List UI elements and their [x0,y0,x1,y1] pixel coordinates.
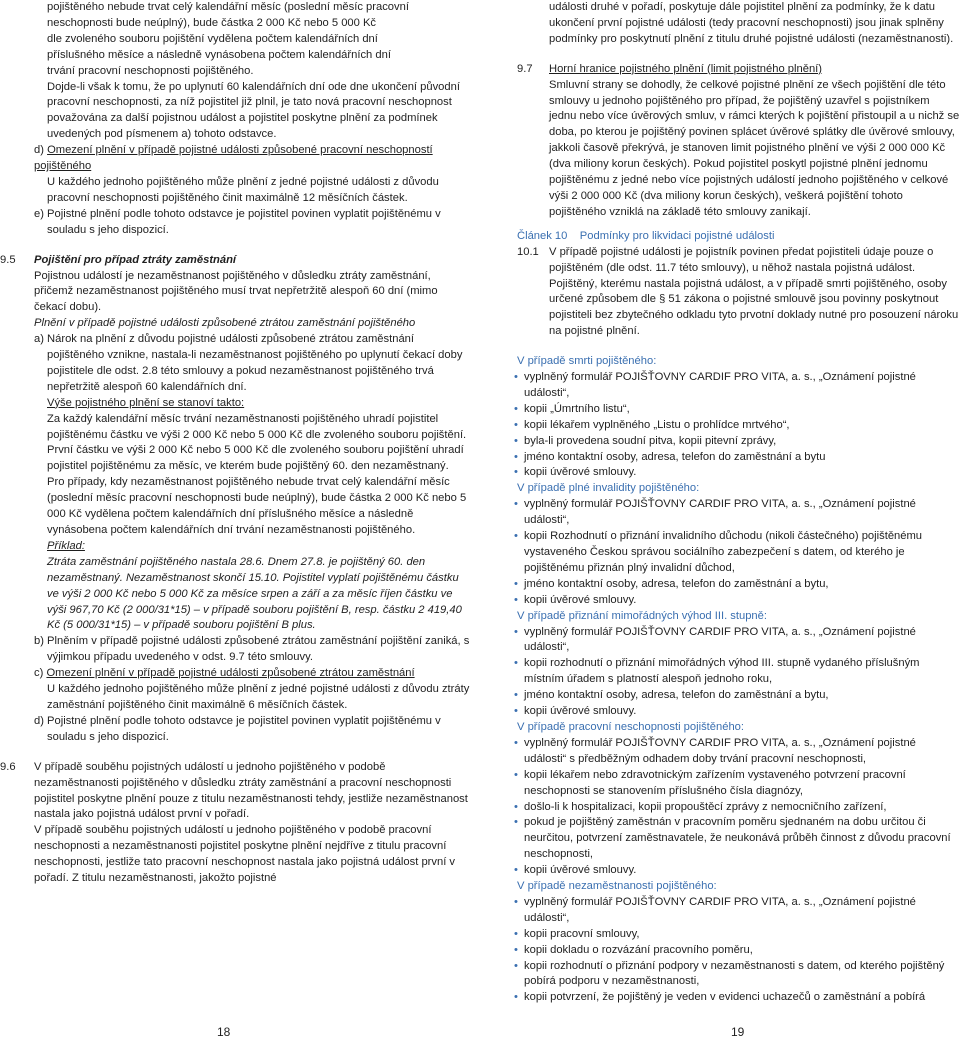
section-10-1 [500,245,960,340]
paragraph: Pro případy, kdy nezaměstnanost pojištěného nebude trvat celý kalendářní měsíc (poslední měsíc pracovní neschopnosti bude neúplný), bude částka 2 000 Kč nebo 5 000 Kč vydělena počtem kalendářních dní příslušného měsíce a následně vynásobena počtem kalendářních dní trvání nezaměstnanosti pojištěného. [47,476,467,536]
list-item: • kopii potvrzení, že pojištěný je veden v evidenci uchazečů o zaměstnání a pobírá [500,990,960,1006]
list-item: • kopii úvěrové smlouvy. [500,863,960,879]
list-item: • kopii úvěrové smlouvy. [500,704,960,720]
clause-label: d) [34,144,48,157]
section-text: V případě pojistné události je pojistník povinen předat pojistiteli údaje pouze o pojištěném (dle odst. 11.7 této smlouvy), u něhož nastala pojistná událost. Pojištěný, kterému nastala pojistná událost, a v případě smrti pojištěného, osoby určené způsobem dle § 51 zákona o pojistné smlouvě jsou povinny poskytnout pojistiteli bez zbytečného odkladu tyto prvotní doklady nutné pro posouzení nároku na pojistné plnění. [549,245,959,338]
clause-d2: d) Pojistné plnění podle tohoto odstavce je pojistitel povinen vyplatit pojištěnému v souladu s jeho dispozicí. [34,714,441,743]
subheading-vyse-plneni: Výše pojistného plnění se stanoví takto: [47,396,245,409]
intro-line: příslušného měsíce a následně vynásobena počtem kalendářních dní [47,48,391,61]
section-number: 9.7 [517,62,533,75]
section-italic-heading: Plnění v případě pojistné události způsobené ztrátou zaměstnání pojištěného [34,317,416,330]
list-item: • došlo-li k hospitalizaci, kopii propouštěcí zprávy z nemocničního zařízení, [500,800,960,816]
document-requirements [500,354,960,1006]
clause-title: Omezení plnění v případě pojistné události způsobené pracovní neschopností pojištěného [34,144,433,173]
list-item: • kopii rozhodnutí o přiznání mimořádných výhod III. stupně vydaného příslušným místním úřadem s platností alespoň jednoho roku, [500,656,960,688]
clause-a: a) Nárok na plnění z důvodu pojistné události způsobené ztrátou zaměstnání pojištěného vznikne, nastala-li nezaměstnanost pojištěného po uplynutí čekací doby pojistitele dle odst. 2.8 této smlouvy a pokud nezaměstnanost pojištěného trvá nepřetržitě alespoň 60 kalendářních dní. [34,333,463,393]
intro-line: trvání pracovní neschopnosti pojištěného. [47,64,254,77]
paragraph: V případě souběhu pojistných událostí u jednoho pojištěného v podobě nezaměstnanosti pojištěného v důsledku ztráty zaměstnání a pracovní neschopnosti pojistitel poskytne plnění pouze z titulu nezaměstnanosti tehdy, jestliže nezaměstnanost nastala jako pojistná událost první v pořadí. [34,760,468,821]
clause-title: Omezení plnění v případě pojistné události způsobené ztrátou zaměstnání [46,667,415,680]
section-9-7 [500,62,960,221]
list-item: • vyplněný formulář POJIŠŤOVNY CARDIF PRO VITA, a. s., „Oznámení pojistné události“, [500,895,960,927]
intro-line: dle zvoleného souboru pojištění vydělena počtem kalendářních dní [47,32,378,45]
page-number: 18 [217,1025,231,1040]
section-9-6 [0,760,470,887]
list-item: • vyplněný formulář POJIŠŤOVNY CARDIF PRO VITA, a. s., „Oznámení pojistné události“, [500,370,960,402]
intro-continuation: události druhé v pořadí, poskytuje dále pojistitel plnění za podmínky, že k datu ukončení první pojistné události (tedy pracovní neschopnosti) jsou jinak splněny podmínky pro poskytnutí plnění z titulu druhé pojistné události (nezaměstnanosti). [549,1,954,45]
section-number: 10.1 [517,245,539,258]
requirements-heading: V případě smrti pojištěného: [517,355,657,368]
paragraph: Za každý kalendářní měsíc trvání nezaměstnanosti pojištěného uhradí pojistitel pojištěnému částku ve výši 2 000 Kč nebo 5 000 Kč dle zvoleného souboru pojištění. [47,412,467,441]
list-item: • byla-li provedena soudní pitva, kopii pitevní zprávy, [500,434,960,450]
intro-tail: Dojde-li však k tomu, že po uplynutí 60 kalendářních dní ode dne ukončení původní pracovní neschopnosti, za níž pojistitel již plnil, je tato nová pracovní neschopnost považována za další pojistnou událost a pojistitel poskytne plnění za podmínek uvedených pod písmenem a) tohoto odstavce. [47,80,460,141]
section-9-5 [0,253,470,333]
clause-label: c) [34,667,47,680]
section-text: Pojistnou událostí je nezaměstnanost pojištěného v důsledku ztráty zaměstnání, přičemž nezaměstnanost pojištěného musí trvat nepřetržitě alespoň 60 dní (mimo čekací dobu). [34,269,438,314]
requirements-heading: V případě pracovní neschopnosti pojištěného: [517,720,745,733]
list-item: • vyplněný formulář POJIŠŤOVNY CARDIF PRO VITA, a. s., „Oznámení pojistné události“ s předběžným odhadem doby trvání pracovní neschopnosti, [500,736,960,768]
list-item: • kopii lékařem nebo zdravotnickým zařízením vystaveného potvrzení pracovní neschopnosti se stanovením příslušného čísla diagnózy, [500,768,960,800]
list-item: • kopii lékařem vyplněného „Listu o prohlídce mrtvého“, [500,418,960,434]
intro-line: pojištěného nebude trvat celý kalendářní měsíc (poslední měsíc pracovní [47,1,409,13]
section-number: 9.6 [0,760,16,773]
list-item: • vyplněný formulář POJIŠŤOVNY CARDIF PRO VITA, a. s., „Oznámení pojistné události“, [500,497,960,529]
clause-e: e) Pojistné plnění podle tohoto odstavce je pojistitel povinen vyplatit pojištěnému v souladu s jeho dispozicí. [34,207,441,236]
clause-c [0,666,470,682]
intro-line: neschopnosti bude neúplný), bude částka 2 000 Kč nebo 5 000 Kč [47,16,377,29]
example-text: Ztráta zaměstnání pojištěného nastala 28.6. Dnem 27.8. je pojištěný 60. den nezaměstnaný. Nezaměstnanost skončí 15.10. Pojistitel vyplatí pojištěnému částku ve výši 2 000 Kč nebo 5 000 Kč za měsíce srpen a září a za měsíc říjen částku ve výši 967,70 Kč (2 000/31*15) – v případě souboru pojištění B, resp. částku 2 419,40 Kč (5 000/31*15) – v případě souboru pojištění B plus. [47,555,462,632]
section-text: Smluvní strany se dohodly, že celkové pojistné plnění ze všech pojištění dle této smlouvy u jednoho pojištěného pro případ, že pojištěný uzavřel s pojistníkem jednu nebo více úvěrových smluv, v rámci kterých k pojištění přistoupil a u nichž se doba, po kterou je pojištěný povinen splácet úvěrové splátky dle úvěrové smlouvy, jakkoli časově překrývá, je stanoven limit pojistného plnění ve výši 2 000 000 Kč (dva miliony korun českých). Pokud pojistitel poskytl pojistné plnění jednomu pojištěnému z jedné nebo více pojistných událostí jednoho pojištěného v celkové výši 2 000 000 Kč (dva miliony korun českých), veškerá pojištění tohoto pojištěného vzniklá na základě této smlouvy zanikají. [549,78,960,218]
list-item: • jméno kontaktní osoby, adresa, telefon do zaměstnání a bytu, [500,688,960,704]
right-page [500,0,960,1041]
page-number: 19 [731,1025,745,1040]
intro-continuation [0,0,470,80]
paragraph: První částku ve výši 2 000 Kč nebo 5 000 Kč dle zvoleného souboru pojištění uhradí pojistitel pojištěnému za měsíc, ve kterém bude pojištěný 60. den nezaměstnaný. [47,444,464,473]
section-title: Horní hranice pojistného plnění (limit pojistného plnění) [549,62,823,75]
list-item: • kopii Rozhodnutí o přiznání invalidního důchodu (nikoli částečného) pojištěnému vystaveného Českou správou sociálního zabezpečení s datem, od kterého je pojištěnému přiznán plný invalidní důchod, [500,529,960,577]
requirements-heading: V případě plné invalidity pojištěného: [517,482,700,495]
section-number: 9.5 [0,253,16,266]
list-item: • kopii úvěrové smlouvy. [500,593,960,609]
left-page [0,0,470,1041]
clause-b: b) Plněním v případě pojistné události způsobené ztrátou zaměstnání pojištění zaniká, s výjimkou případu uvedeného v odst. 9.7 této smlouvy. [34,635,470,664]
list-item: • jméno kontaktní osoby, adresa, telefon do zaměstnání a bytu, [500,577,960,593]
list-item: • jméno kontaktní osoby, adresa, telefon do zaměstnání a bytu [500,450,960,466]
example-label: Příklad: [47,539,85,552]
list-item: • kopii dokladu o rozvázání pracovního poměru, [500,943,960,959]
requirements-heading: V případě nezaměstnanosti pojištěného: [517,880,717,893]
list-item: • vyplněný formulář POJIŠŤOVNY CARDIF PRO VITA, a. s., „Oznámení pojistné události“, [500,625,960,657]
list-item: • kopii úvěrové smlouvy. [500,465,960,481]
paragraph: V případě souběhu pojistných událostí u jednoho pojištěného v podobě pracovní neschopnosti a nezaměstnanosti pojistitel poskytne plnění nejdříve z titulu pracovní neschopnosti, jestliže tato pracovní neschopnost nastala jako pojistná událost první v pořadí. Z titulu nezaměstnanosti, jakožto pojistné [34,824,456,885]
requirements-heading: V případě přiznání mimořádných výhod III. stupně: [517,609,767,622]
list-item: • kopii „Úmrtního listu“, [500,402,960,418]
clause-d-text: U každého jednoho pojištěného může plnění z jedné pojistné události z důvodu pracovní neschopnosti pojištěného činit maximálně 12 měsíčních částek. [47,175,439,204]
clause-d-omezeni [0,143,470,175]
list-item: • kopii pracovní smlouvy, [500,927,960,943]
clause-c-text: U každého jednoho pojištěného může plnění z jedné pojistné události z důvodu ztráty zaměstnání pojištěného činit maximálně 6 měsíčních částek. [47,683,470,711]
list-item: • pokud je pojištěný zaměstnán v pracovním poměru sjednaném na dobu určitou či neurčitou, potvrzení zaměstnavatele, že neukonává průběh činnost z důvodu pracovní neschopnosti, [500,815,960,863]
article-heading: Článek 10 Podmínky pro likvidaci pojistné události [517,229,775,242]
section-title: Pojištění pro případ ztráty zaměstnání [34,253,237,266]
list-item: • kopii rozhodnutí o přiznání podpory v nezaměstnanosti s datem, od kterého pojištěný pobírá podporu v nezaměstnanosti, [500,959,960,991]
